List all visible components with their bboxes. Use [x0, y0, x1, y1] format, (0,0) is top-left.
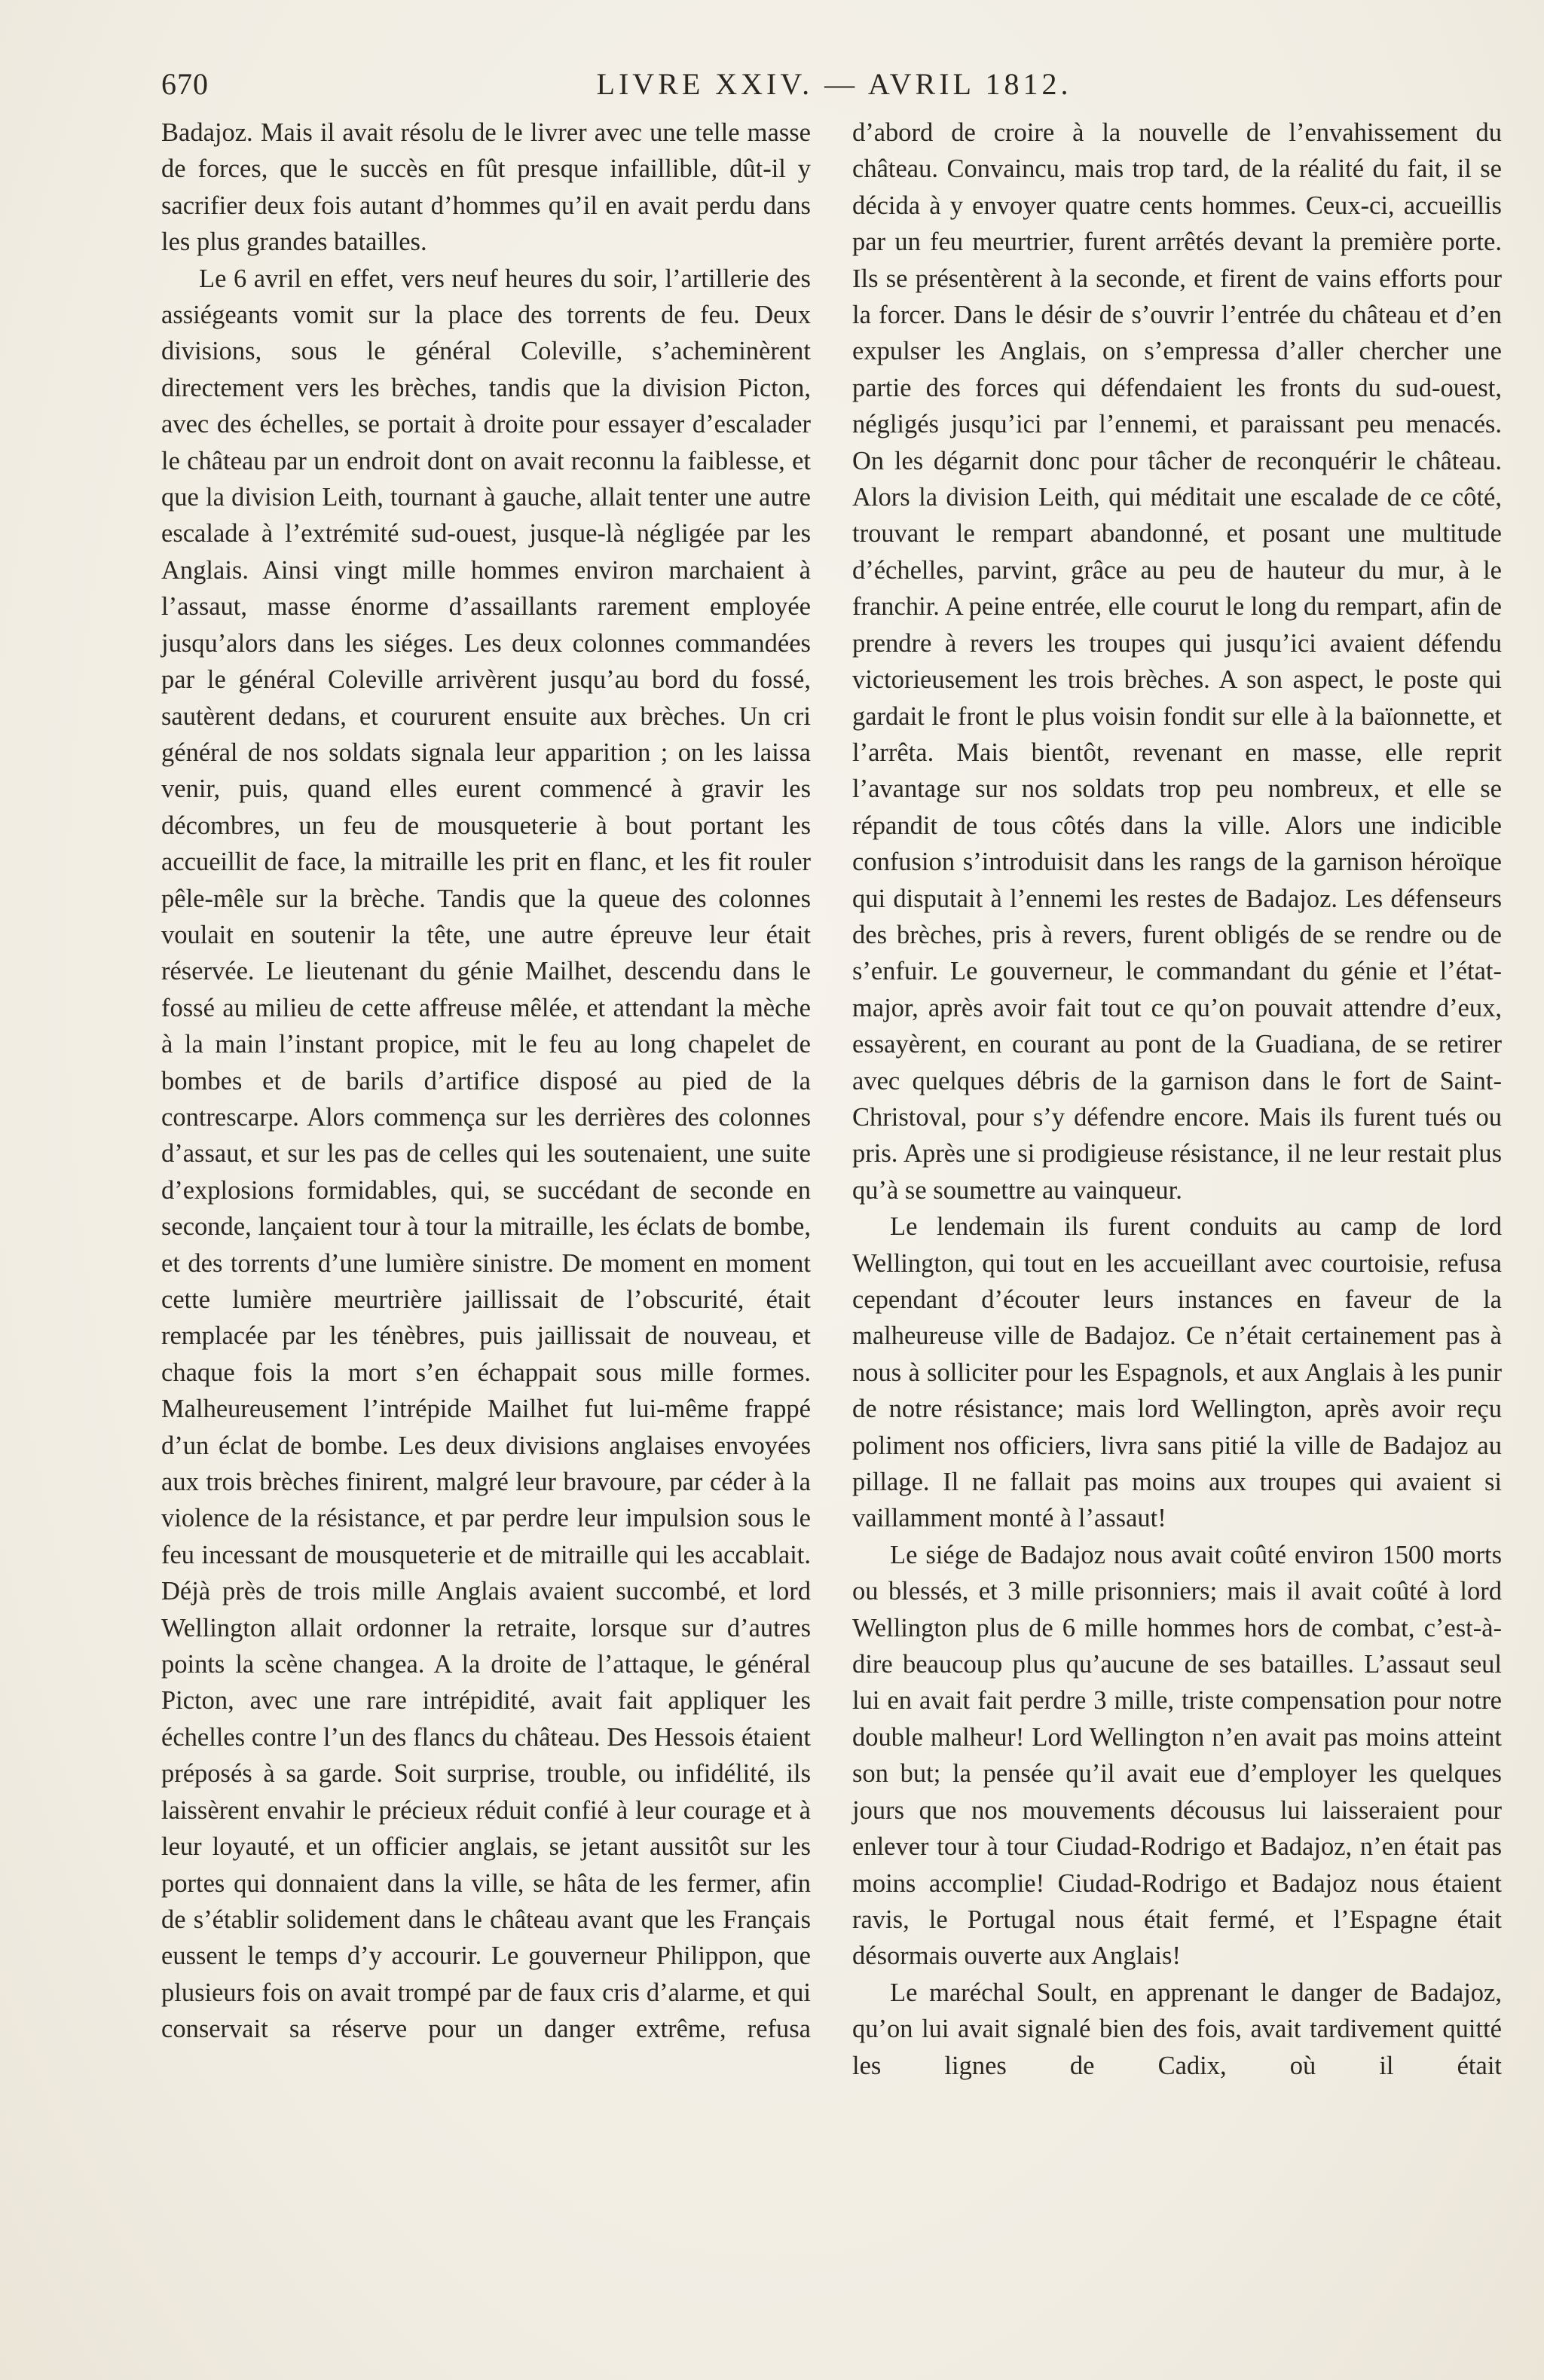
page-header: [161, 63, 1507, 108]
left-column: [161, 115, 811, 2048]
paragraph: Le maréchal Soult, en apprenant le danger de Badajoz, qu’on lui avait signalé bien des fois, avait tardivement quitté les lignes de Cadix, où il était: [852, 1978, 1502, 2080]
running-head: LIVRE XXIV. — AVRIL 1812.: [596, 67, 1072, 101]
paragraph: Badajoz. Mais il avait résolu de le livrer avec une telle masse de forces, que le succès en fût presque infaillible, dût-il y sacrifier deux fois autant d’hommes qu’il en avait perdu dans les plus grandes batailles.: [161, 118, 811, 257]
paragraph: d’abord de croire à la nouvelle de l’envahissement du château. Convaincu, mais trop tard, de la réalité du fait, il se décida à y envoyer quatre cents hommes. Ceux-ci, accueillis par un feu meurtrier, furent arrêtés devant la première porte. Ils se présentèrent à la seconde, et firent de vains efforts pour la forcer. Dans le désir de s’ouvrir l’entrée du château et d’en expulser les Anglais, on s’empressa d’aller chercher une partie des forces qui défendaient les fronts du sud-ouest, négligés jusqu’ici par l’ennemi, et paraissant peu menacés. On les dégarnit donc pour tâcher de reconquérir le château. Alors la division Leith, qui méditait une escalade de ce côté, trouvant le rempart abandonné, et posant une multitude d’échelles, parvint, grâce au peu de hauteur du mur, à le franchir. A peine entrée, elle courut le long du rempart, afin de prendre à revers les troupes qui jusqu’ici avaient défendu victorieusement les trois brèches. A son aspect, le poste qui gardait le front le plus voisin fondit sur elle à la baïonnette, et l’arrêta. Mais bientôt, revenant en masse, elle reprit l’avantage sur nos soldats trop peu nombreux, et elle se répandit de tous côtés dans la ville. Alors une indicible confusion s’introduisit dans les rangs de la garnison héroïque qui disputait à l’ennemi les restes de Badajoz. Les défenseurs des brèches, pris à revers, furent obligés de se rendre ou de s’enfuir. Le gouverneur, le commandant du génie et l’état-major, après avoir fait tout ce qu’on pouvait attendre d’eux, essayèrent, en courant au pont de la Guadiana, de se retirer avec quelques débris de la garnison dans le fort de Saint-Christoval, pour s’y défendre encore. Mais ils furent tués ou pris. Après une si prodigieuse résistance, il ne leur restait plus qu’à se soumettre au vainqueur.: [852, 118, 1502, 1205]
page-number: 670: [161, 67, 209, 101]
paragraph: Le siége de Badajoz nous avait coûté environ 1500 morts ou blessés, et 3 mille prisonniers; mais il avait coûté à lord Wellington plus de 6 mille hommes hors de combat, c’est-à-dire beaucoup plus qu’aucune de ses batailles. L’assaut seul lui en avait fait perdre 3 mille, triste compensation pour notre double malheur! Lord Wellington n’en avait pas moins atteint son but; la pensée qu’il avait eue d’employer les quelques jours que nos mouvements décousus lui laisseraient pour enlever tour à tour Ciudad-Rodrigo et Badajoz, n’en était pas moins accomplie! Ciudad-Rodrigo et Badajoz nous étaient ravis, le Portugal nous était fermé, et l’Espagne était désormais ouverte aux Anglais!: [852, 1540, 1502, 1971]
paragraph: Le lendemain ils furent conduits au camp de lord Wellington, qui tout en les accueillant avec courtoisie, refusa cependant d’écouter leurs instances en faveur de la malheureuse ville de Badajoz. Ce n’était certainement pas à nous à solliciter pour les Espagnols, et aux Anglais à les punir de notre résistance; mais lord Wellington, après avoir reçu poliment nos officiers, livra sans pitié la ville de Badajoz au pillage. Il ne fallait pas moins aux troupes qui avaient si vaillamment monté à l’assaut!: [852, 1212, 1502, 1533]
right-column: [852, 115, 1502, 2084]
paragraph: Le 6 avril en effet, vers neuf heures du soir, l’artillerie des assiégeants vomit sur la place des torrents de feu. Deux divisions, sous le général Coleville, s’acheminèrent directement vers les brèches, tandis que la division Picton, avec des échelles, se portait à droite pour essayer d’escalader le château par un endroit dont on avait reconnu la faiblesse, et que la division Leith, tournant à gauche, allait tenter une autre escalade à l’extrémité sud-ouest, jusque-là négligée par les Anglais. Ainsi vingt mille hommes environ marchaient à l’assaut, masse énorme d’assaillants rarement employée jusqu’alors dans les siéges. Les deux colonnes commandées par le général Coleville arrivèrent jusqu’au bord du fossé, sautèrent dedans, et coururent ensuite aux brèches. Un cri général de nos soldats signala leur apparition ; on les laissa venir, puis, quand elles eurent commencé à gravir les décombres, un feu de mousqueterie à bout portant les accueillit de face, la mitraille les prit en flanc, et les fit rouler pêle-mêle sur la brèche. Tandis que la queue des colonnes voulait en soutenir la tête, une autre épreuve leur était réservée. Le lieutenant du génie Mailhet, descendu dans le fossé au milieu de cette affreuse mêlée, et attendant la mèche à la main l’instant propice, mit le feu au long chapelet de bombes et de barils d’artifice disposé au pied de la contrescarpe. Alors commença sur les derrières des colonnes d’assaut, et sur les pas de celles qui les soutenaient, une suite d’explosions formidables, qui, se succédant de seconde en seconde, lançaient tour à tour la mitraille, les éclats de bombe, et des torrents d’une lumière sinistre. De moment en moment cette lumière meurtrière jaillissait de l’obscurité, était remplacée par les ténèbres, puis jaillissait de nouveau, et chaque fois la mort s’en échappait sous mille formes. Malheureusement l’intrépide Mailhet fut lui-même frappé d’un éclat de bombe. Les deux divisions anglaises envoyées aux trois brèches finirent, malgré leur bravoure, par céder à la violence de la résistance, et par perdre leur impulsion sous le feu incessant de mousqueterie et de mitraille qui les accablait. Déjà près de trois mille Anglais avaient succombé, et lord Wellington allait ordonner la retraite, lorsque sur d’autres points la scène changea. A la droite de l’attaque, le général Picton, avec une rare intrépidité, avait fait appliquer les échelles contre l’un des flancs du château. Des Hessois étaient préposés à sa garde. Soit surprise, trouble, ou infidélité, ils laissèrent envahir le précieux réduit confié à leur courage et à leur loyauté, et un officier anglais, se jetant aussitôt sur les portes qui donnaient dans la ville, se hâta de les fermer, afin de s’établir solidement dans le château avant que les Français eussent le temps d’y accourir. Le gouverneur Philippon, que plusieurs fois on avait trompé par de faux cris d’alarme, et qui conservait sa réserve pour un danger extrême, refusa: [161, 264, 811, 2044]
